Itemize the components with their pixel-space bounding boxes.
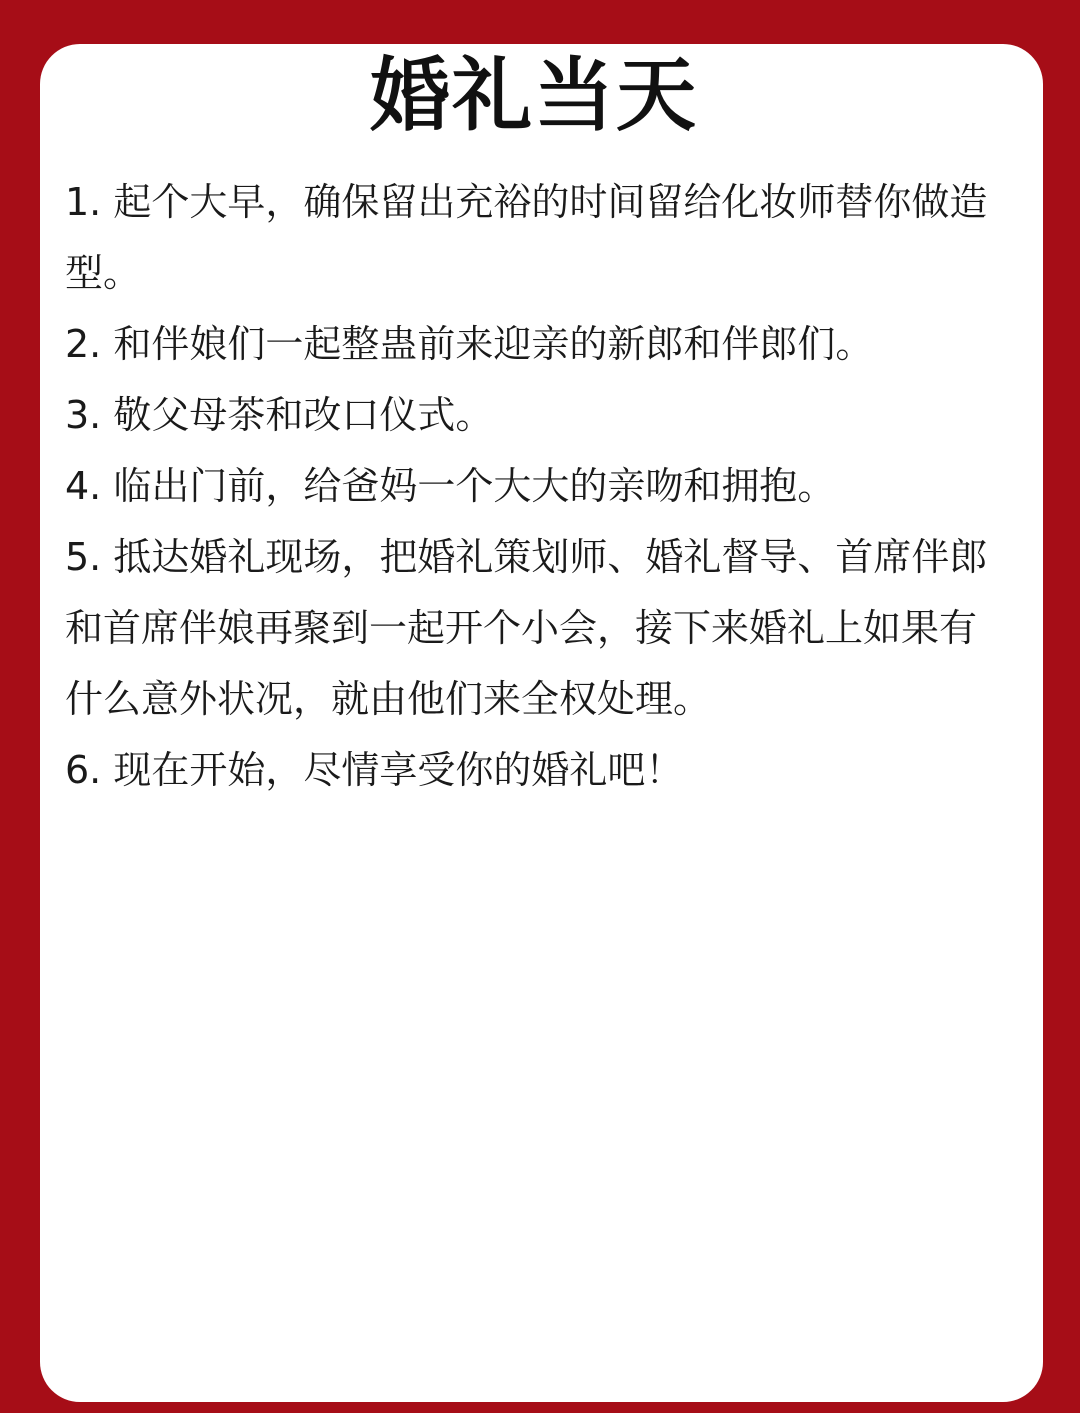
tip-item-2: 2. 和伴娘们一起整蛊前来迎亲的新郎和伴郎们。: [65, 322, 874, 366]
tip-item-4: 4. 临出门前，给爸妈一个大大的亲吻和拥抱。: [65, 464, 836, 508]
content-card: [40, 44, 1043, 1402]
tip-item-6: 6. 现在开始，尽情享受你的婚礼吧！: [65, 748, 684, 792]
page-title: 婚礼当天: [370, 49, 698, 142]
tip-item-5: 5. 抵达婚礼现场，把婚礼策划师、婚礼督导、首席伴郎和首席伴娘再聚到一起开个小会，接下来婚礼上如果有什么意外状况，就由他们来全权处理。: [65, 535, 988, 721]
tip-item-1: 1. 起个大早，确保留出充裕的时间留给化妆师替你做造型。: [65, 180, 988, 295]
tips-list: [65, 167, 1003, 806]
tip-item-3: 3. 敬父母茶和改口仪式。: [65, 393, 494, 437]
